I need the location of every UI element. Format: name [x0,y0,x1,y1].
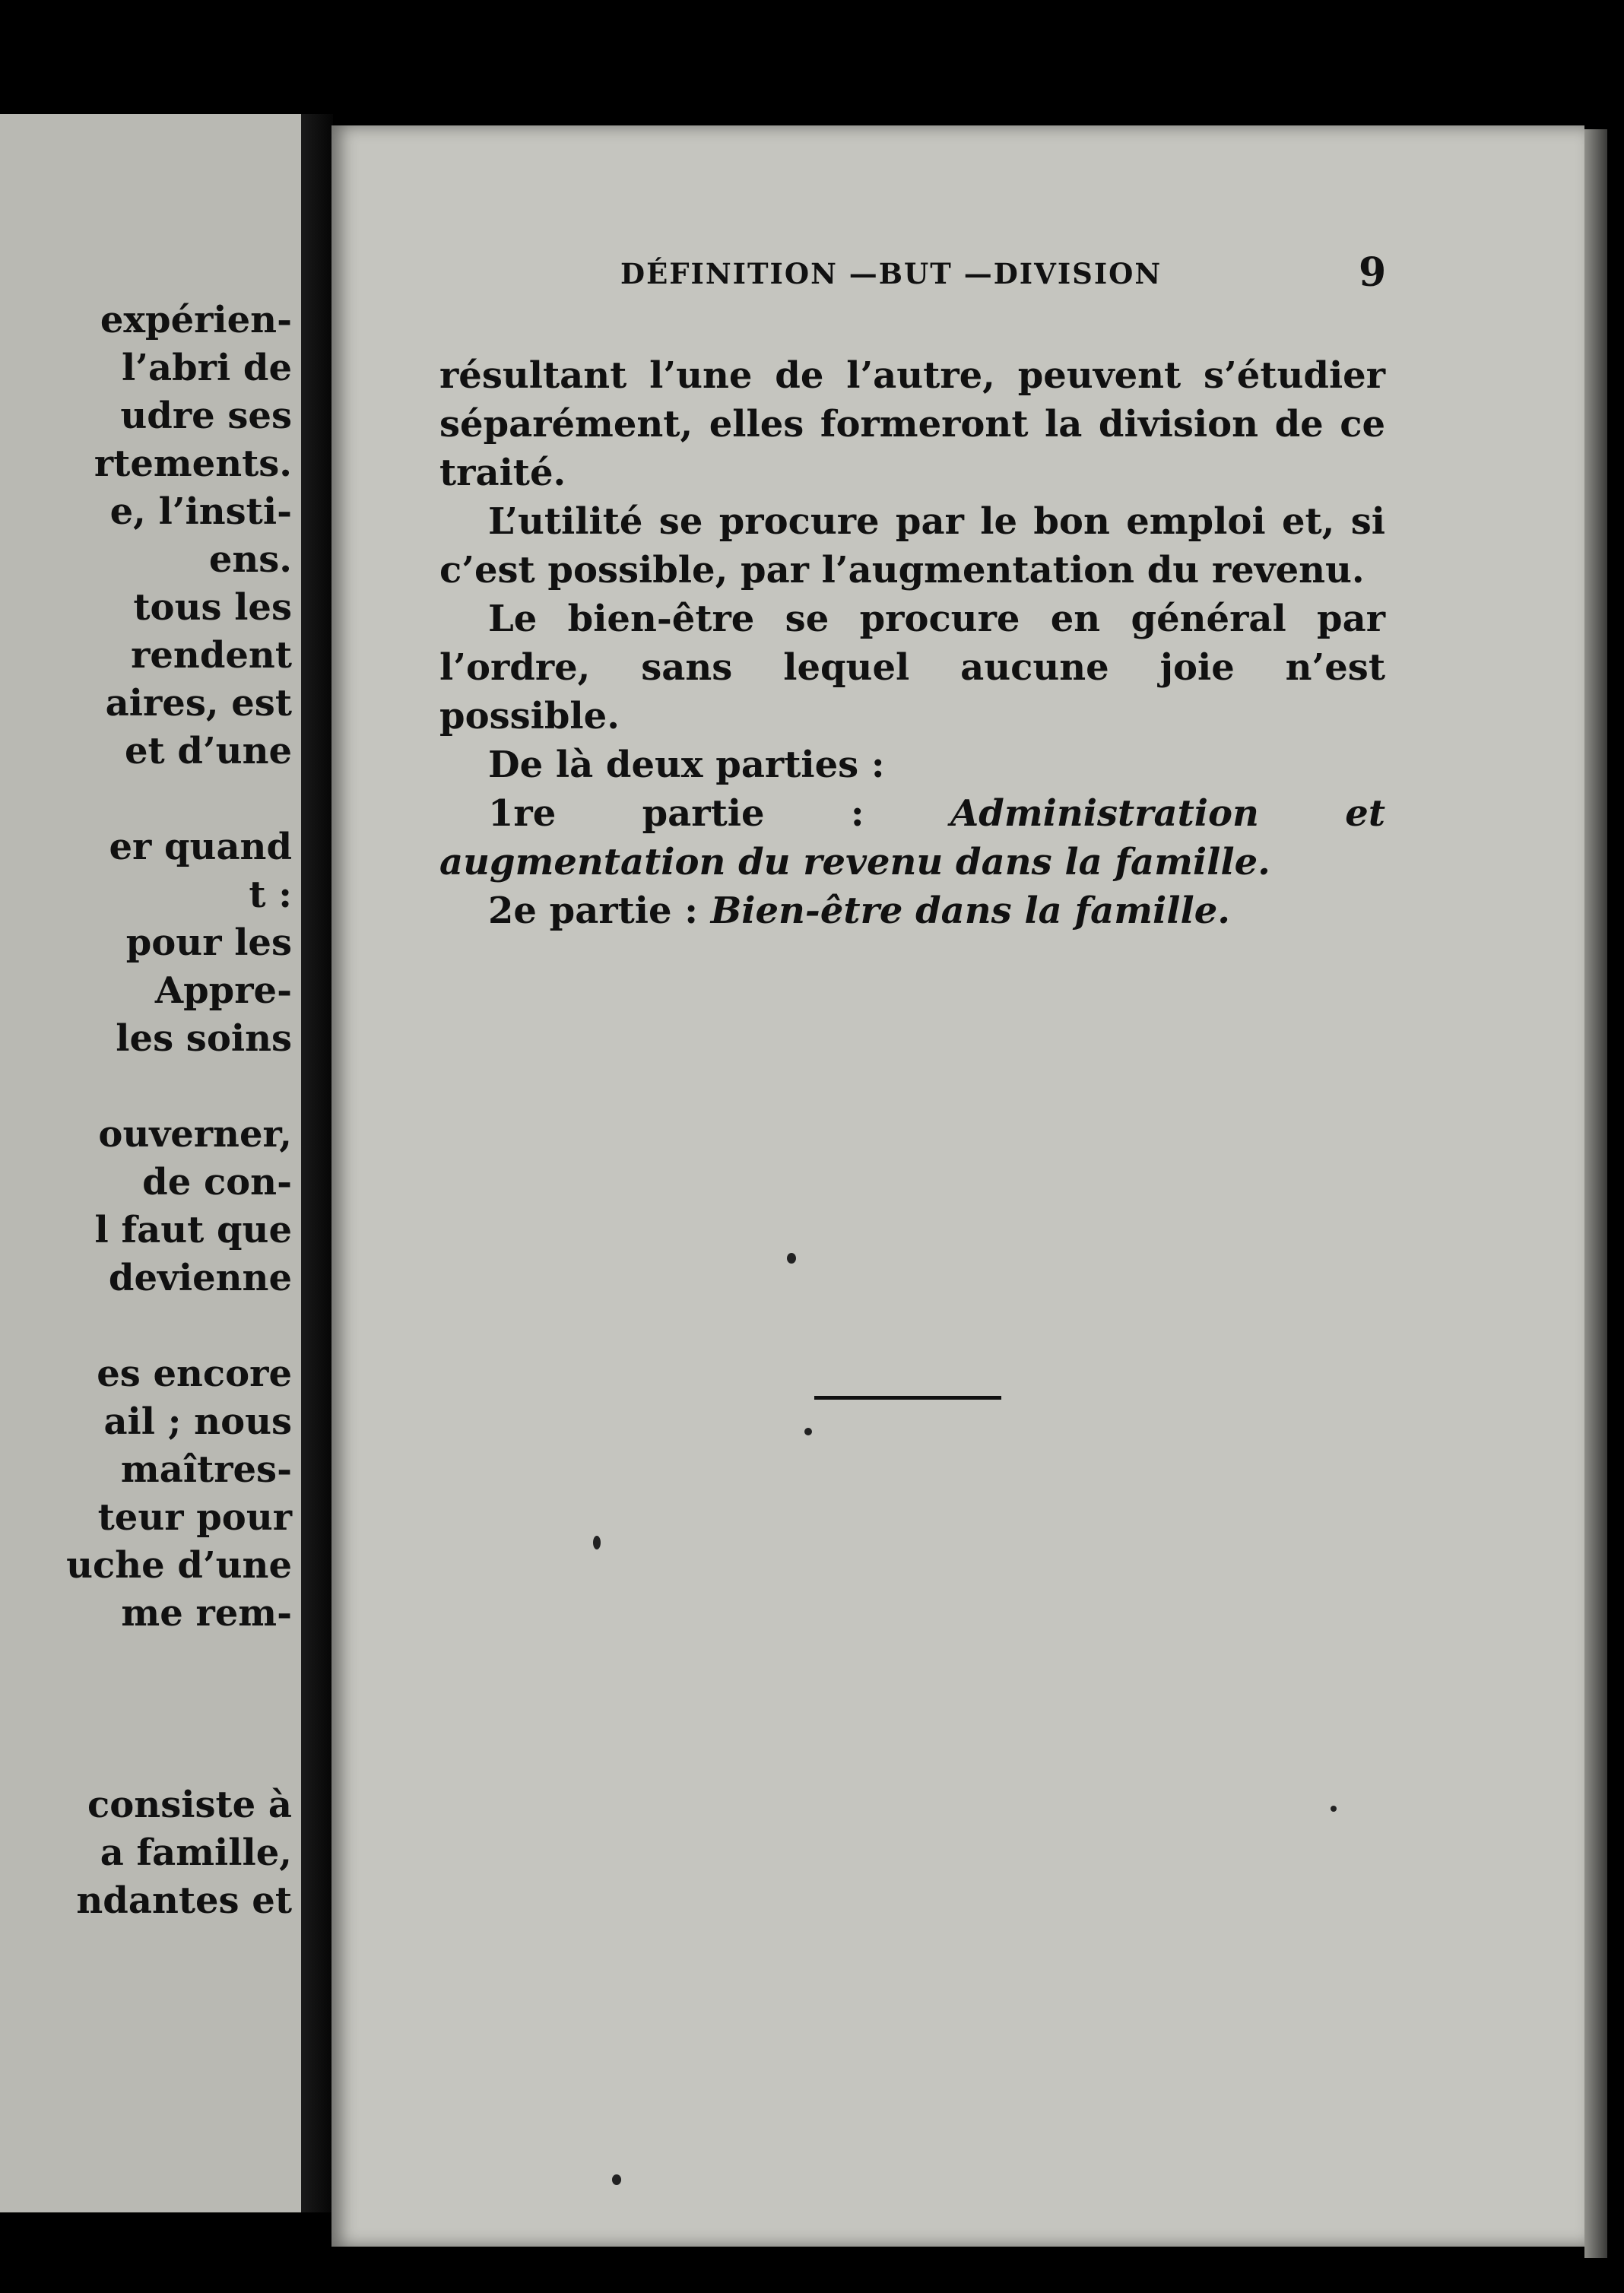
left-page-line: ail ; nous [103,1400,292,1443]
part-two-title: Bien-être dans la famille. [710,890,1230,932]
left-page-line: e, l’insti- [109,490,292,533]
part-one [439,789,1385,886]
left-page-line: es encore [97,1353,292,1395]
left-page-line: a famille, [100,1832,292,1874]
left-page-line: de con- [142,1161,292,1204]
paper-speck [593,1536,601,1549]
left-page-line: expérien- [100,299,292,341]
left-page-line: rendent [131,634,292,677]
left-page-text [66,297,292,1925]
left-page-line [66,1638,292,1686]
running-head: DÉFINITION —BUT —DIVISION [620,257,1162,290]
left-page-line: aires, est [105,682,292,725]
paragraph: résultant l’une de l’autre, peuvent s’étudier séparément, elles formeront la division de ce traité. [439,354,1385,494]
left-page-line: me rem- [121,1592,292,1635]
left-page-line: ndantes et [76,1879,292,1922]
left-page-line: l’abri de [122,347,292,389]
left-page-line: consiste à [87,1784,292,1826]
left-page-line [66,775,292,823]
left-page-line: teur pour [97,1496,292,1539]
left-page-line: maîtres- [120,1448,292,1491]
left-page-line [66,1733,292,1781]
paper-speck [787,1253,796,1264]
left-page [0,114,303,2212]
left-page-line [66,1686,292,1733]
paragraph: De là deux parties : [488,744,885,786]
book-spine [301,114,333,2212]
left-page-line: ouverner, [98,1113,292,1156]
left-page-line: rtements. [94,442,292,485]
left-page-line [66,1302,292,1350]
part-one-label: 1re partie : [488,792,951,835]
part-two [439,886,1385,935]
page-edge [1584,129,1607,2258]
left-page-line [66,1063,292,1111]
left-page-line: ens. [208,538,292,581]
left-page-line: pour les [125,921,292,964]
left-page-line: devienne [108,1257,292,1299]
body-text [439,351,1385,935]
left-page-line: l faut que [94,1209,292,1251]
part-one-title: Administration et augmentation du revenu dans la famille. [439,792,1385,883]
left-page-line: udre ses [120,395,292,437]
page-number: 9 [1359,249,1387,296]
left-page-line: tous les [133,586,292,629]
end-rule [814,1396,1001,1400]
left-page-line: les soins [116,1017,292,1060]
paper-speck [804,1428,812,1435]
paragraph: Le bien-être se procure en général par l’ordre, sans lequel aucune joie n’est possible. [439,598,1385,737]
paragraph: L’utilité se procure par le bon emploi et, si c’est possible, par l’augmentation du revenu. [439,500,1385,591]
left-page-line: er quand [109,826,292,868]
left-page-line: uche d’une [66,1544,292,1587]
part-two-label: 2e partie : [488,890,711,932]
paper-speck [1331,1806,1337,1812]
left-page-line: et d’une [124,730,292,772]
paper-speck [612,2174,621,2185]
left-page-line: Appre- [154,969,292,1012]
left-page-line: t : [249,874,292,916]
